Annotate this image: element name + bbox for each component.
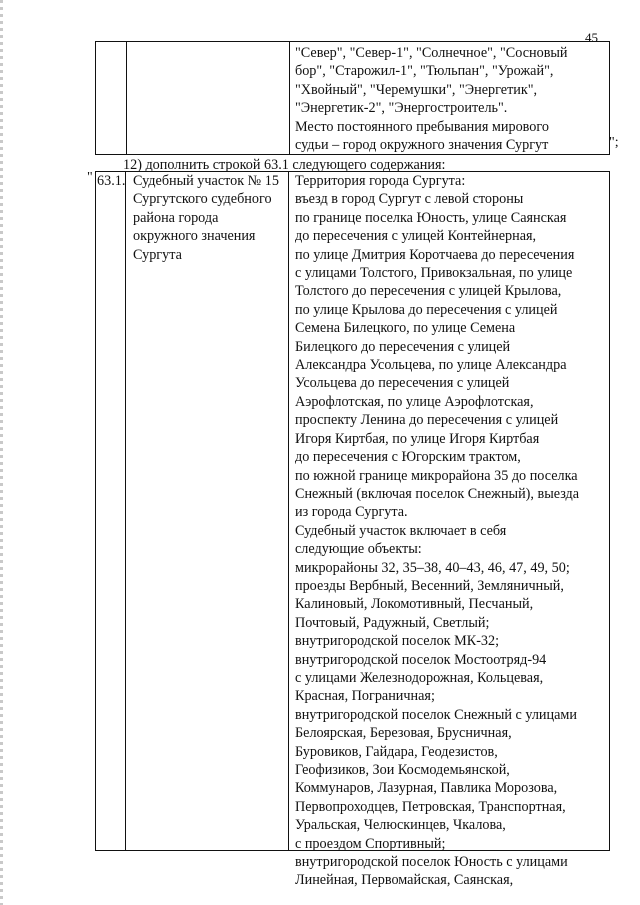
amendment-instruction: 12) дополнить строкой 63.1 следующего содержания: — [123, 157, 446, 173]
row-number: 63.1. — [97, 173, 126, 189]
territory-line: Калиновый, Локомотивный, Песчаный, — [295, 596, 534, 613]
territory-line: по улице Дмитрия Коротчаева до пересечения — [295, 246, 575, 263]
territory-line: Первопроходцев, Петровская, Транспортная, — [295, 798, 566, 815]
territory-line: Семена Билецкого, по улице Семена — [295, 320, 516, 337]
territory-line: Игоря Киртбая, по улице Игоря Киртбая — [295, 430, 540, 447]
scan-edge — [0, 0, 3, 905]
continuation-name-cell — [127, 42, 290, 154]
court-name-cell — [127, 172, 289, 850]
territory-line: внутригородской поселок Снежный с улицами — [295, 706, 577, 723]
territory-line: проспекту Ленина до пересечения с улицей — [295, 412, 559, 429]
territory-line: Белоярская, Березовая, Брусничная, — [295, 725, 512, 742]
territory-cell — [290, 172, 609, 889]
territory-line: Место постоянного пребывания мирового — [295, 118, 549, 135]
territory-line: внутригородской поселок МК-32; — [295, 633, 500, 650]
territory-line: Усольцева до пересечения с улицей — [295, 375, 510, 392]
territory-line: Билецкого до пересечения с улицей — [295, 338, 511, 355]
territory-line: Буровиков, Гайдара, Геодезистов, — [295, 743, 498, 760]
territory-line: Территория города Сургута: — [295, 173, 466, 189]
territory-line: Геофизиков, Зои Космодемьянской, — [295, 762, 510, 778]
territory-line: Коммунаров, Лазурная, Павлика Морозова, — [295, 780, 558, 797]
new-row-table — [95, 171, 610, 889]
territory-line: Красная, Пограничная; — [295, 688, 435, 705]
territory-line: с улицами Железнодорожная, Кольцевая, — [295, 669, 544, 686]
territory-line: внутригородской поселок Юность с улицами — [295, 854, 568, 871]
territory-line: Почтовый, Радужный, Светлый; — [295, 614, 490, 631]
territory-line: "Энергетик-2", "Энергостроитель". — [295, 100, 508, 117]
territory-line: Уральская, Челюскинцев, Чкалова, — [295, 817, 506, 834]
page-number: 45 — [585, 30, 598, 45]
territory-line: бор", "Старожил-1", "Тюльпан", "Урожай", — [295, 63, 554, 80]
territory-line: Аэрофлотская, по улице Аэрофлотская, — [295, 393, 534, 410]
court-name-line: Сургутского судебного — [133, 191, 272, 208]
territory-line: с проездом Спортивный; — [295, 835, 446, 852]
territory-line: до пересечения с улицей Контейнерная, — [295, 228, 537, 245]
territory-line: следующие объекты: — [295, 541, 422, 558]
territory-line: по границе поселка Юность, улице Саянская — [295, 209, 567, 226]
territory-line: въезд в город Сургут с левой стороны — [295, 191, 524, 208]
territory-line: проезды Вербный, Весенний, Земляничный, — [295, 577, 564, 594]
continuation-territory-cell — [290, 42, 609, 154]
territory-line: по южной границе микрорайона 35 до поселка — [295, 467, 578, 484]
territory-line: с улицами Толстого, Привокзальная, по улице — [295, 265, 573, 282]
territory-line: из города Сургута. — [295, 504, 408, 521]
territory-line: по улице Крылова до пересечения с улицей — [295, 301, 558, 318]
closing-quote-mark: "; — [609, 135, 619, 150]
continuation-number-cell — [96, 42, 127, 154]
continuation-table — [95, 41, 610, 155]
territory-line: судьи – город окружного значения Сургут — [295, 137, 549, 154]
territory-line: микрорайоны 32, 35–38, 40–43, 46, 47, 49, 50; — [295, 559, 570, 576]
territory-line: Толстого до пересечения с улицей Крылова, — [295, 283, 562, 300]
territory-line: до пересечения с Югорским трактом, — [295, 449, 521, 466]
row-number-cell — [96, 172, 126, 850]
court-name-line: района города — [133, 209, 219, 226]
territory-line: "Хвойный", "Черемушки", "Энергетик", — [295, 81, 538, 98]
opening-quote-mark: " — [87, 170, 93, 185]
territory-line: Снежный (включая поселок Снежный), выезда — [295, 485, 580, 502]
court-name-line: Судебный участок № 15 — [133, 173, 279, 189]
court-name-line: Сургута — [133, 246, 182, 263]
court-name-line: окружного значения — [133, 228, 256, 245]
territory-line: Судебный участок включает в себя — [295, 522, 507, 539]
territory-line: Линейная, Первомайская, Саянская, — [295, 872, 514, 889]
territory-line: внутригородской поселок Мостоотряд-94 — [295, 651, 547, 668]
territory-line: "Север", "Север-1", "Солнечное", "Сосновый — [295, 45, 568, 61]
territory-line: Александра Усольцева, по улице Александра — [295, 357, 567, 374]
